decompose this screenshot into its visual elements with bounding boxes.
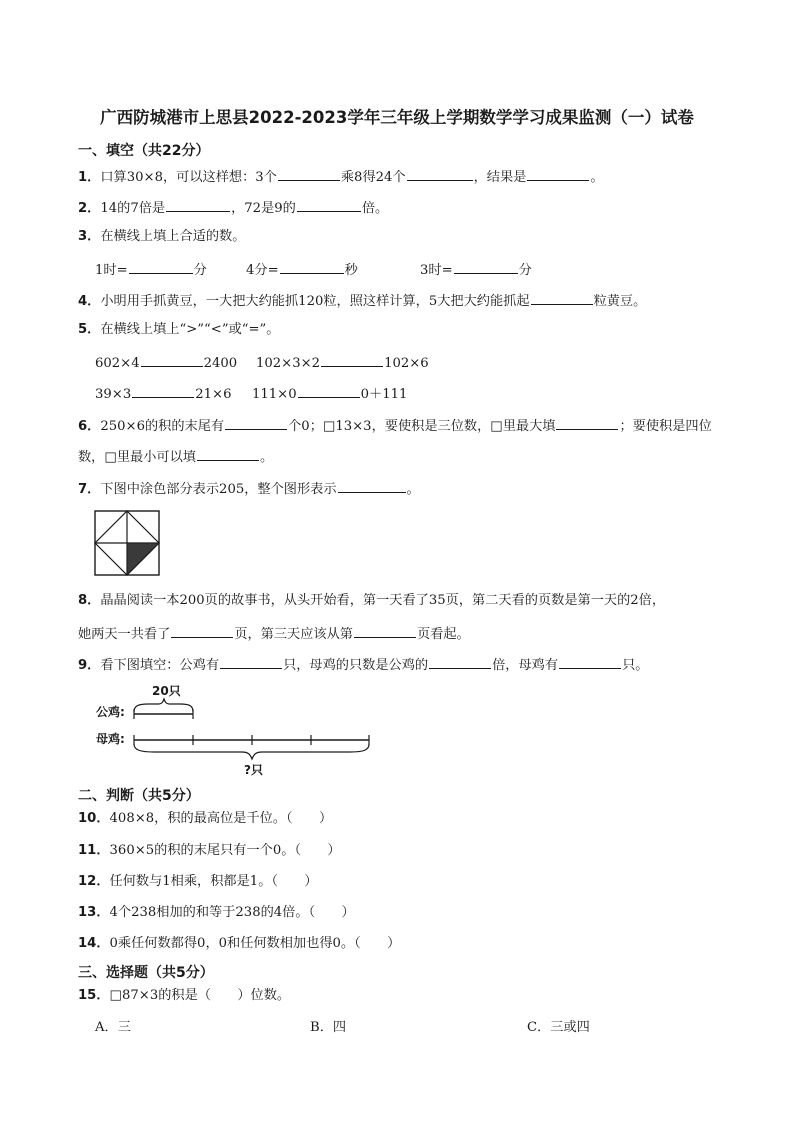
answer-blank[interactable] bbox=[141, 352, 203, 367]
question-text: 小明用手抓黄豆，一大把大约能抓120粒，照这样计算，5大把大约能抓起 bbox=[100, 294, 530, 309]
question-number: 13． bbox=[78, 905, 110, 920]
question-text[interactable]: 任何数与1相乘，积都是1。（ ） bbox=[109, 874, 318, 889]
item-text: 分 bbox=[518, 263, 532, 278]
item-text: 602×4 bbox=[95, 356, 140, 371]
answer-blank[interactable] bbox=[321, 352, 383, 367]
answer-blank[interactable] bbox=[132, 383, 194, 398]
question-number: 4． bbox=[78, 294, 101, 309]
section-heading-fill-in: 一、填空（共22分） bbox=[78, 143, 210, 159]
question-text: 页看起。 bbox=[417, 627, 470, 642]
answer-blank[interactable] bbox=[171, 623, 233, 638]
item-text: 分 bbox=[193, 263, 207, 278]
question-6 bbox=[78, 415, 712, 436]
q5-item bbox=[252, 383, 407, 404]
answer-blank[interactable] bbox=[338, 478, 406, 493]
question-text: 下图中涂色部分表示205，整个图形表示 bbox=[100, 482, 337, 497]
question-number: 11． bbox=[78, 843, 110, 858]
q5-item bbox=[95, 352, 237, 373]
answer-blank[interactable] bbox=[225, 415, 287, 430]
question-9 bbox=[78, 654, 648, 675]
question-text: 只。 bbox=[622, 658, 649, 673]
top-brace bbox=[134, 699, 193, 712]
item-text: 111×0 bbox=[252, 387, 297, 402]
question-text: 。 bbox=[590, 170, 604, 185]
question-1 bbox=[78, 166, 604, 187]
answer-blank[interactable] bbox=[527, 166, 589, 181]
question-text: 晶晶阅读一本200页的故事书，从头开始看，第一天看了35页，第二天看的页数是第一天的2倍， bbox=[100, 593, 666, 608]
question-text[interactable]: 4个238相加的和等于238的4倍。（ ） bbox=[109, 905, 355, 920]
hen-count-label: ?只 bbox=[244, 763, 263, 777]
rooster-count-label: 20只 bbox=[152, 684, 181, 698]
item-text: 1时= bbox=[95, 263, 128, 278]
answer-blank[interactable] bbox=[429, 654, 491, 669]
option-c[interactable]: C．三或四 bbox=[527, 1020, 590, 1035]
answer-blank[interactable] bbox=[278, 166, 340, 181]
q9-segment-diagram bbox=[92, 680, 382, 780]
question-3 bbox=[78, 228, 245, 246]
answer-blank[interactable] bbox=[454, 259, 518, 274]
q3-item bbox=[420, 259, 532, 280]
question-text[interactable]: 408×8，积的最高位是千位。（ ） bbox=[109, 811, 333, 826]
item-text: 102×3×2 bbox=[256, 356, 321, 371]
answer-blank[interactable] bbox=[298, 383, 360, 398]
question-text: 只，母鸡的只数是公鸡的 bbox=[283, 658, 429, 673]
question-10 bbox=[78, 810, 332, 828]
question-number: 3． bbox=[78, 229, 101, 244]
answer-blank[interactable] bbox=[220, 654, 282, 669]
q7-shaded-square-figure bbox=[94, 510, 160, 576]
item-text: 4分= bbox=[246, 263, 279, 278]
question-text: ；要使积是四位 bbox=[619, 419, 712, 434]
question-text: 倍。 bbox=[361, 201, 389, 216]
question-text: 。 bbox=[259, 450, 274, 465]
hen-label: 母鸡: bbox=[96, 732, 125, 746]
item-text: 3时= bbox=[420, 263, 453, 278]
question-number: 15． bbox=[78, 988, 110, 1003]
item-text: 0＋111 bbox=[360, 387, 408, 402]
answer-blank[interactable] bbox=[129, 259, 193, 274]
question-text: 在横线上填上“>”“<”或“=”。 bbox=[100, 322, 280, 337]
answer-blank[interactable] bbox=[166, 197, 230, 212]
section-heading-choice: 三、选择题（共5分） bbox=[78, 965, 214, 981]
shaded-triangle bbox=[127, 543, 159, 575]
item-text: 39×3 bbox=[95, 387, 132, 402]
question-number: 10． bbox=[78, 811, 110, 826]
question-text: 。 bbox=[406, 482, 420, 497]
question-12 bbox=[78, 873, 318, 891]
question-text: ，结果是 bbox=[473, 170, 527, 185]
item-text: 秒 bbox=[344, 263, 358, 278]
question-text: 倍，母鸡有 bbox=[492, 658, 559, 673]
question-text: 250×6的积的末尾有 bbox=[100, 419, 225, 434]
question-text: 数，□里最小可以填 bbox=[78, 450, 196, 465]
question-number: 6． bbox=[78, 419, 101, 434]
option-b[interactable]: B．四 bbox=[310, 1020, 347, 1035]
option-a[interactable]: A．三 bbox=[95, 1020, 131, 1035]
question-text: 个0；□13×3，要使积是三位数，□里最大填 bbox=[288, 419, 556, 434]
question-text: ，72是9的 bbox=[231, 201, 296, 216]
question-text: 看下图填空：公鸡有 bbox=[100, 658, 220, 673]
question-text: 乘8得24个 bbox=[340, 170, 406, 185]
question-number: 12． bbox=[78, 874, 110, 889]
question-number: 14． bbox=[78, 936, 110, 951]
question-11 bbox=[78, 842, 341, 860]
q5-item bbox=[95, 383, 231, 404]
page-title: 广西防城港市上思县2022-2023学年三年级上学期数学学习成果监测（一）试卷 bbox=[100, 108, 694, 127]
item-text: 2400 bbox=[203, 356, 238, 371]
bottom-brace bbox=[134, 744, 369, 759]
answer-blank[interactable] bbox=[556, 415, 618, 430]
question-7 bbox=[78, 478, 420, 499]
question-text[interactable]: 360×5的积的末尾只有一个0。（ ） bbox=[109, 843, 341, 858]
question-6-continued bbox=[78, 446, 273, 467]
item-text: 21×6 bbox=[195, 387, 232, 402]
question-number: 7． bbox=[78, 482, 101, 497]
question-text: 粒黄豆。 bbox=[593, 294, 647, 309]
q5-item bbox=[256, 352, 429, 373]
question-8 bbox=[78, 592, 665, 610]
answer-blank[interactable] bbox=[280, 259, 344, 274]
answer-blank[interactable] bbox=[531, 290, 593, 305]
question-text: 在横线上填上合适的数。 bbox=[100, 229, 246, 244]
question-number: 5． bbox=[78, 322, 101, 337]
question-text: 她两天一共看了 bbox=[78, 627, 171, 642]
question-text: 口算30×8，可以这样想：3个 bbox=[100, 170, 277, 185]
answer-blank[interactable] bbox=[297, 197, 361, 212]
question-number: 2． bbox=[78, 201, 101, 216]
question-5 bbox=[78, 321, 279, 339]
question-number: 8． bbox=[78, 593, 101, 608]
answer-blank[interactable] bbox=[407, 166, 473, 181]
question-2 bbox=[78, 197, 388, 218]
question-number: 1． bbox=[78, 170, 101, 185]
answer-blank[interactable] bbox=[354, 623, 416, 638]
question-8-continued bbox=[78, 623, 470, 644]
q3-item bbox=[246, 259, 358, 280]
question-text: 14的7倍是 bbox=[100, 201, 166, 216]
question-14 bbox=[78, 935, 400, 953]
q3-item bbox=[95, 259, 207, 280]
answer-blank[interactable] bbox=[559, 654, 621, 669]
item-text: 102×6 bbox=[384, 356, 429, 371]
answer-blank[interactable] bbox=[197, 446, 259, 461]
question-13 bbox=[78, 904, 355, 922]
question-15 bbox=[78, 987, 290, 1005]
question-4 bbox=[78, 290, 646, 311]
question-number: 9． bbox=[78, 658, 101, 673]
question-text: 页，第三天应该从第 bbox=[234, 627, 353, 642]
question-text: □87×3的积是（ ）位数。 bbox=[109, 988, 291, 1003]
section-heading-judge: 二、判断（共5分） bbox=[78, 788, 200, 804]
rooster-label: 公鸡: bbox=[96, 705, 125, 719]
question-text[interactable]: 0乘任何数都得0，0和任何数相加也得0。（ ） bbox=[109, 936, 401, 951]
